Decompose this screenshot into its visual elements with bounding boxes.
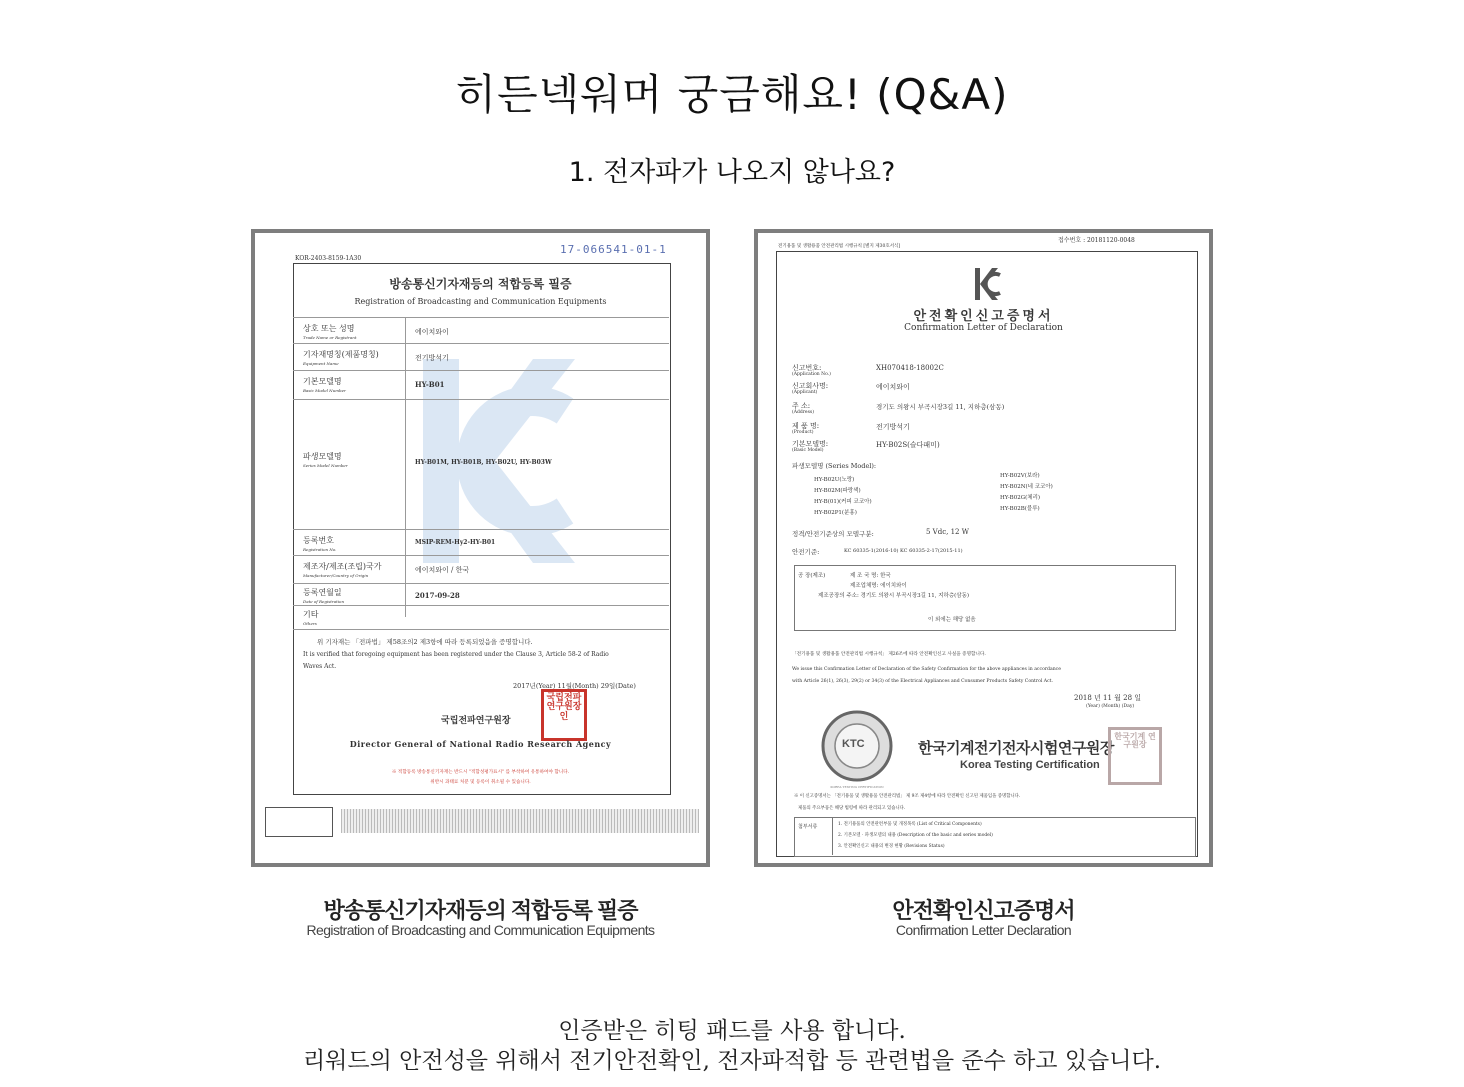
row-value: 2017-09-28: [415, 591, 460, 600]
verify-text-ko: 위 기자재는 「전파법」 제58조의2 제3항에 따라 등록되었음을 증명합니다.: [317, 638, 533, 646]
right-caption-ko: 안전확인신고증명서: [892, 898, 1075, 923]
annex-label: 첨부서류: [798, 824, 818, 830]
row-label: 파생모델명: [303, 452, 342, 461]
issuer-ko: 국립전파연구원장: [441, 716, 511, 726]
annex-item: 1. 전기용품의 안전관련부품 및 개정목록 (List of Critical Components): [838, 822, 982, 827]
row-sublabel: Basic Model Number: [303, 388, 346, 393]
row-label: 상호 또는 성명: [303, 324, 355, 333]
document-heading-ko: 안전확인신고증명서: [913, 309, 1054, 324]
verify-text-en-2: Waves Act.: [303, 663, 337, 670]
issue-date: 2017년(Year) 11월(Month) 29일(Date): [513, 682, 636, 690]
info-sublabel: (Basic Model): [792, 448, 824, 453]
standard-value: KC 60335-1(2016-10) KC 60335-2-17(2015-11): [844, 548, 963, 554]
standard-label: 안전기준:: [792, 548, 820, 556]
series-model: HY-B02P1(분홍): [814, 510, 857, 516]
document-heading-en: Confirmation Letter of Declaration: [904, 323, 1063, 333]
page-title: 히든넥워머 궁금해요! (Q&A): [455, 70, 1009, 119]
info-label: 신고번호:: [792, 364, 822, 372]
official-seal-stamp: 국립전파연구원장인: [541, 689, 587, 741]
row-value: 에이치와이: [415, 328, 449, 336]
row-sublabel: Equipment Name: [303, 361, 339, 366]
row-sublabel: Trade Name or Registrant: [303, 335, 357, 340]
bottom-text-line-2: 리워드의 안전성을 위해서 전기안전확인, 전자파적합 등 관련법을 준수 하고 있습니다.: [302, 1048, 1162, 1074]
footer-line-2: 제품의 주요부품은 해당 법령에 따라 관리되고 있습니다.: [798, 806, 906, 811]
info-value: 경기도 의왕시 부곡시장3길 11, 지하층(삼동): [876, 403, 1005, 411]
info-sublabel: (Address): [792, 410, 814, 415]
document-heading-en: Registration of Broadcasting and Communication Equipments: [354, 297, 607, 306]
issue-date: 2018 년 11 월 28 일: [1074, 694, 1142, 702]
maker-country: 제 조 국 명: 한국: [850, 573, 891, 579]
info-value: XH070418-18002C: [876, 364, 944, 372]
row-value: HY-B01M, HY-B01B, HY-B02U, HY-B03W: [415, 459, 552, 466]
info-value: HY-B02S(슬다패미): [876, 441, 940, 449]
info-value: 에이치와이: [876, 383, 910, 391]
rating-label: 정격/안전기준상의 모델구분:: [792, 530, 874, 538]
row-sublabel: Manufacturer/Country of Origin: [303, 573, 369, 578]
series-model: HY-B02V(보라): [1000, 473, 1040, 479]
right-caption-en: Confirmation Letter Declaration: [895, 922, 1072, 938]
notice-line-1: ※ 적합등록 방송통신기자재는 반드시 "적합성평가표시" 를 부착하여 유통하여야 합니다.: [391, 770, 570, 775]
info-label: 기본모델명:: [792, 440, 829, 448]
serial-number: 17-066541-01-1: [560, 243, 667, 256]
certificate-right-image: [754, 229, 1213, 867]
issuer-ko: 한국기계전기전자시험연구원장: [918, 740, 1114, 757]
ktc-seal-ring-text: KOREA TESTING CERTIFICATION: [830, 785, 884, 789]
verify-text-en-1: It is verified that foregoing equipment has been registered under the Clause 3, Article 58-2 of Radio: [303, 651, 609, 658]
issuer-en: Korea Testing Certification: [960, 759, 1100, 771]
certificate-left-image: [251, 229, 710, 867]
row-sublabel: Series Model Number: [303, 463, 348, 468]
series-model: HY-B02B(블루): [1000, 506, 1040, 512]
series-model: HY-B02G(체리): [1000, 495, 1041, 501]
left-caption-ko: 방송통신기자재등의 적합등록 필증: [323, 898, 638, 923]
row-label: 제조자/제조(조립)국가: [303, 562, 382, 571]
series-model: HY-B02U(노랑): [814, 477, 855, 483]
row-value: 전기방석기: [415, 354, 449, 362]
kc-logo-icon: [974, 267, 1002, 301]
info-label: 제 품 명:: [792, 422, 820, 430]
series-model: HY-B02N(네 코코아): [1000, 484, 1053, 490]
info-label: 신고회사명:: [792, 382, 829, 390]
series-model: HY-B(01)(커피 코코아): [814, 499, 872, 505]
body-line-1: 「전기용품 및 생활용품 안전관리법 시행규칙」 제26조에 따라 안전확인신고 사실을 증명합니다.: [792, 652, 986, 657]
info-sublabel: (Applicant): [792, 390, 818, 395]
body-line-3: with Article 26(1), 26(3), 29(2) or 34(3) of the Electrical Appliances and Consumer Products Safety Control Act.: [792, 679, 1053, 684]
info-sublabel: (Product): [792, 430, 814, 435]
row-value: MSIP-REM-Hy2-HY-B01: [415, 539, 496, 546]
row-label: 기본모델명: [303, 377, 342, 386]
maker-name: 제조업체명: 에이치와이: [850, 583, 907, 589]
ktc-logo-text: KTC: [842, 738, 865, 750]
row-label: 기자재명칭(제품명칭): [303, 350, 379, 359]
question-heading: 1. 전자파가 나오지 않나요?: [568, 157, 896, 188]
issuer-en: Director General of National Radio Research Agency: [349, 739, 612, 749]
row-label: 등록번호: [303, 536, 334, 545]
notice-line-2: 위반시 과태료 처분 및 등록이 취소될 수 있습니다.: [430, 780, 531, 785]
body-line-2: We issue this Confirmation Letter of Declaration of the Safety Confirmation for the above appliances in accordance: [792, 667, 1061, 672]
document-number: 접수번호 : 20181120-0048: [1058, 237, 1135, 244]
maker-note: 이 외에는 해당 없음: [928, 617, 976, 623]
info-sublabel: (Application No.): [792, 372, 831, 377]
annex-item: 2. 기본모델 · 파생모델의 내용 (Description of the basic and series model): [838, 833, 993, 838]
row-sublabel: Date of Registration: [303, 599, 345, 604]
bottom-text-line-1: 인증받은 히팅 패드를 사용 합니다.: [558, 1018, 906, 1044]
row-sublabel: Registration No.: [303, 547, 337, 552]
bottom-empty-box: [265, 807, 333, 837]
row-value: 에이치와이 / 한국: [415, 566, 470, 574]
row-label: 등록연월일: [303, 588, 342, 597]
rating-value: 5 Vdc, 12 W: [926, 528, 969, 536]
footer-line-1: ※ 이 신고증명서는 「전기용품 및 생활용품 안전관리법」 제 9조 제4항에 따라 안전확인 신고된 제품임을 증명합니다.: [794, 794, 1021, 799]
form-header: 전기용품 및 생활용품 안전관리법 시행규칙 [별지 제30호서식]: [778, 244, 901, 249]
issue-date-sub: (Year) (Month) (Day): [1086, 704, 1135, 709]
series-model: HY-B02M(파랑색): [814, 488, 861, 494]
official-seal-stamp: 한국기계 연구원장: [1108, 727, 1162, 785]
maker-address: 제조공장의 주소: 경기도 의왕시 부곡시장3길 11, 지하층(삼동): [818, 593, 970, 599]
info-label: 주 소:: [792, 402, 811, 410]
document-heading-ko: 방송통신기자재등의 적합등록 필증: [389, 277, 572, 291]
info-value: 전기방석기: [876, 423, 910, 431]
form-number: KOR-2403-8159-1A30: [295, 255, 362, 262]
series-label: 파생모델명 (Series Model):: [792, 462, 877, 470]
row-sublabel: Others: [303, 621, 317, 626]
left-caption-en: Registration of Broadcasting and Communication Equipments: [306, 922, 655, 938]
bottom-pattern-strip: [341, 809, 699, 833]
annex-item: 3. 안전확인신고 내용의 변경 현황 (Revisions Status): [838, 844, 945, 849]
maker-label: 공 장(제조): [798, 573, 826, 579]
row-value: HY-B01: [415, 380, 445, 389]
row-label: 기타: [303, 610, 319, 619]
